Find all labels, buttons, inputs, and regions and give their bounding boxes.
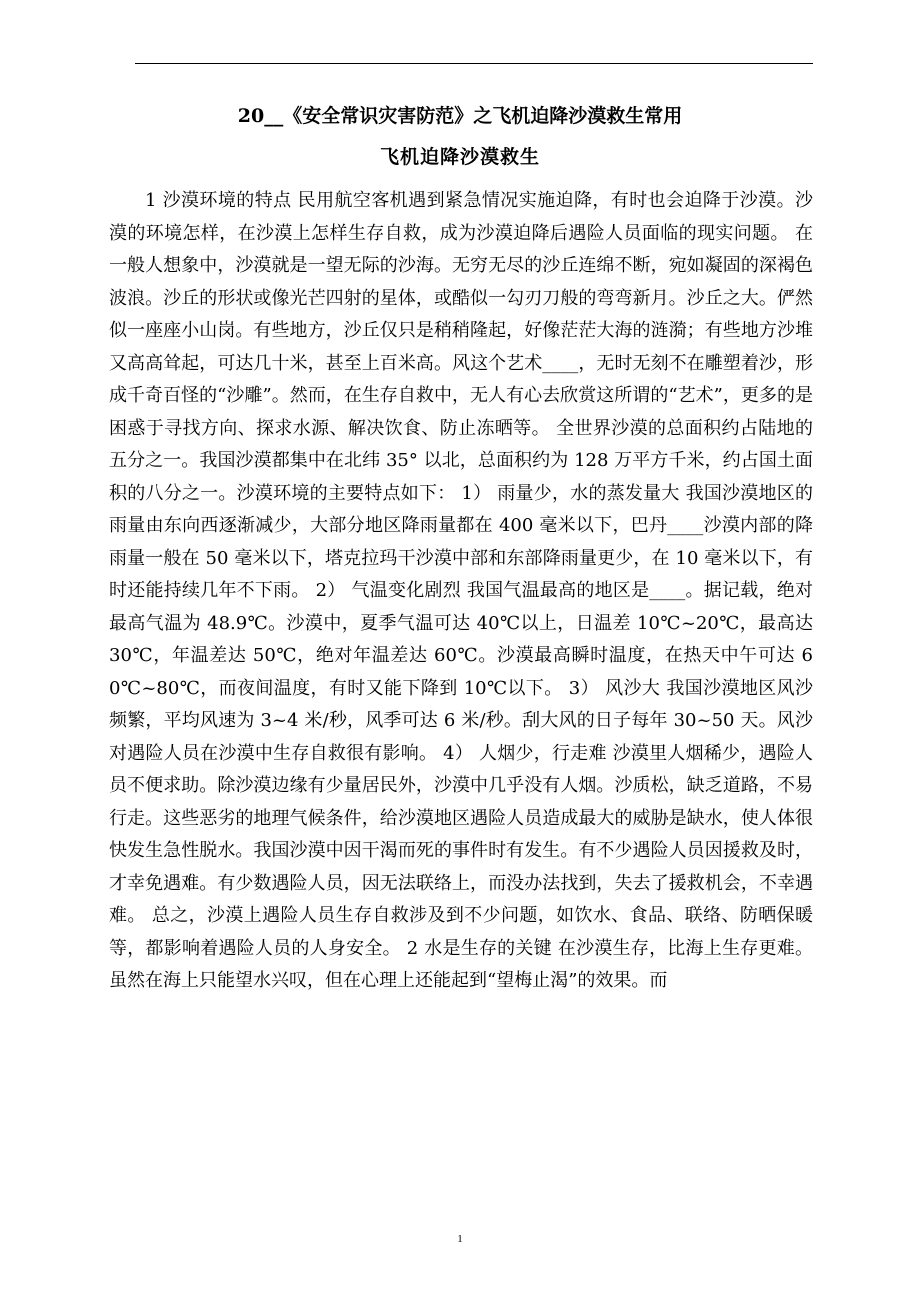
document-subtitle: 飞机迫降沙漠救生 <box>379 146 540 168</box>
header-rule <box>135 63 813 64</box>
page-number: 1 <box>457 1233 463 1245</box>
document-title: 20__《安全常识灾害防范》之飞机迫降沙漠救生常用 <box>237 105 683 127</box>
body-paragraph: 1 沙漠环境的特点 民用航空客机遇到紧急情况实施迫降，有时也会迫降于沙漠。沙漠的环境怎样，在沙漠上怎样生存自救，成为沙漠迫降后遇险人员面临的现实问题。 在一般人想象中，沙漠就是一望无际的沙海。无穷无尽的沙丘连绵不断，宛如凝固的深褐色波浪。沙丘的形状或像光芒四射的星体，或酷似一勾刃刀般的弯弯新月。沙丘之大。俨然似一座座小山岗。有些地方，沙丘仅只是稍稍隆起，好像茫茫大海的涟漪；有些地方沙堆又高高耸起，可达几十米，甚至上百米高。风这个艺术____，无时无刻不在雕塑着沙，形成千奇百怪的“沙雕”。然而，在生存自救中，无人有心去欣赏这所谓的“艺术”，更多的是困惑于寻找方向、探求水源、解决饮食、防止冻晒等。 全世界沙漠的总面积约占陆地的五分之一。我国沙漠都集中在北纬 35° 以北，总面积约为 128 万平方千米，约占国土面积的八分之一。沙漠环境的主要特点如下： 1） 雨量少，水的蒸发量大 我国沙漠地区的雨量由东向西逐渐减少，大部分地区降雨量都在 400 毫米以下，巴丹____沙漠内部的降雨量一般在 50 毫米以下，塔克拉玛干沙漠中部和东部降雨量更少，在 10 毫米以下，有时还能持续几年不下雨。 2） 气温变化剧烈 我国气温最高的地区是____。据记载，绝对最高气温为 48.9℃。沙漠中，夏季气温可达 40℃以上，日温差 10℃~20℃，最高达 30℃，年温差达 50℃，绝对年温差达 60℃。沙漠最高瞬时温度，在热天中午可达 60℃~80℃，而夜间温度，有时又能下降到 10℃以下。 3） 风沙大 我国沙漠地区风沙频繁，平均风速为 3~4 米/秒，风季可达 6 米/秒。刮大风的日子每年 30~50 天。风沙对遇险人员在沙漠中生存自救很有影响。 4） 人烟少，行走难 沙漠里人烟稀少，遇险人员不便求助。除沙漠边缘有少量居民外，沙漠中几乎没有人烟。沙质松，缺乏道路，不易行走。这些恶劣的地理气候条件，给沙漠地区遇险人员造成最大的威胁是缺水，使人体很快发生急性脱水。我国沙漠中因干渴而死的事件时有发生。有不少遇险人员因援救及时，才幸免遇难。有少数遇险人员，因无法联络上，而没办法找到，失去了援救机会，不幸遇难。 总之，沙漠上遇险人员生存自救涉及到不少问题，如饮水、食品、联络、防晒保暖等，都影响着遇险人员的人身安全。 2 水是生存的关键 在沙漠生存，比海上生存更难。虽然在海上只能望水兴叹，但在心理上还能起到“望梅止渴”的效果。而 <box>109 190 813 991</box>
